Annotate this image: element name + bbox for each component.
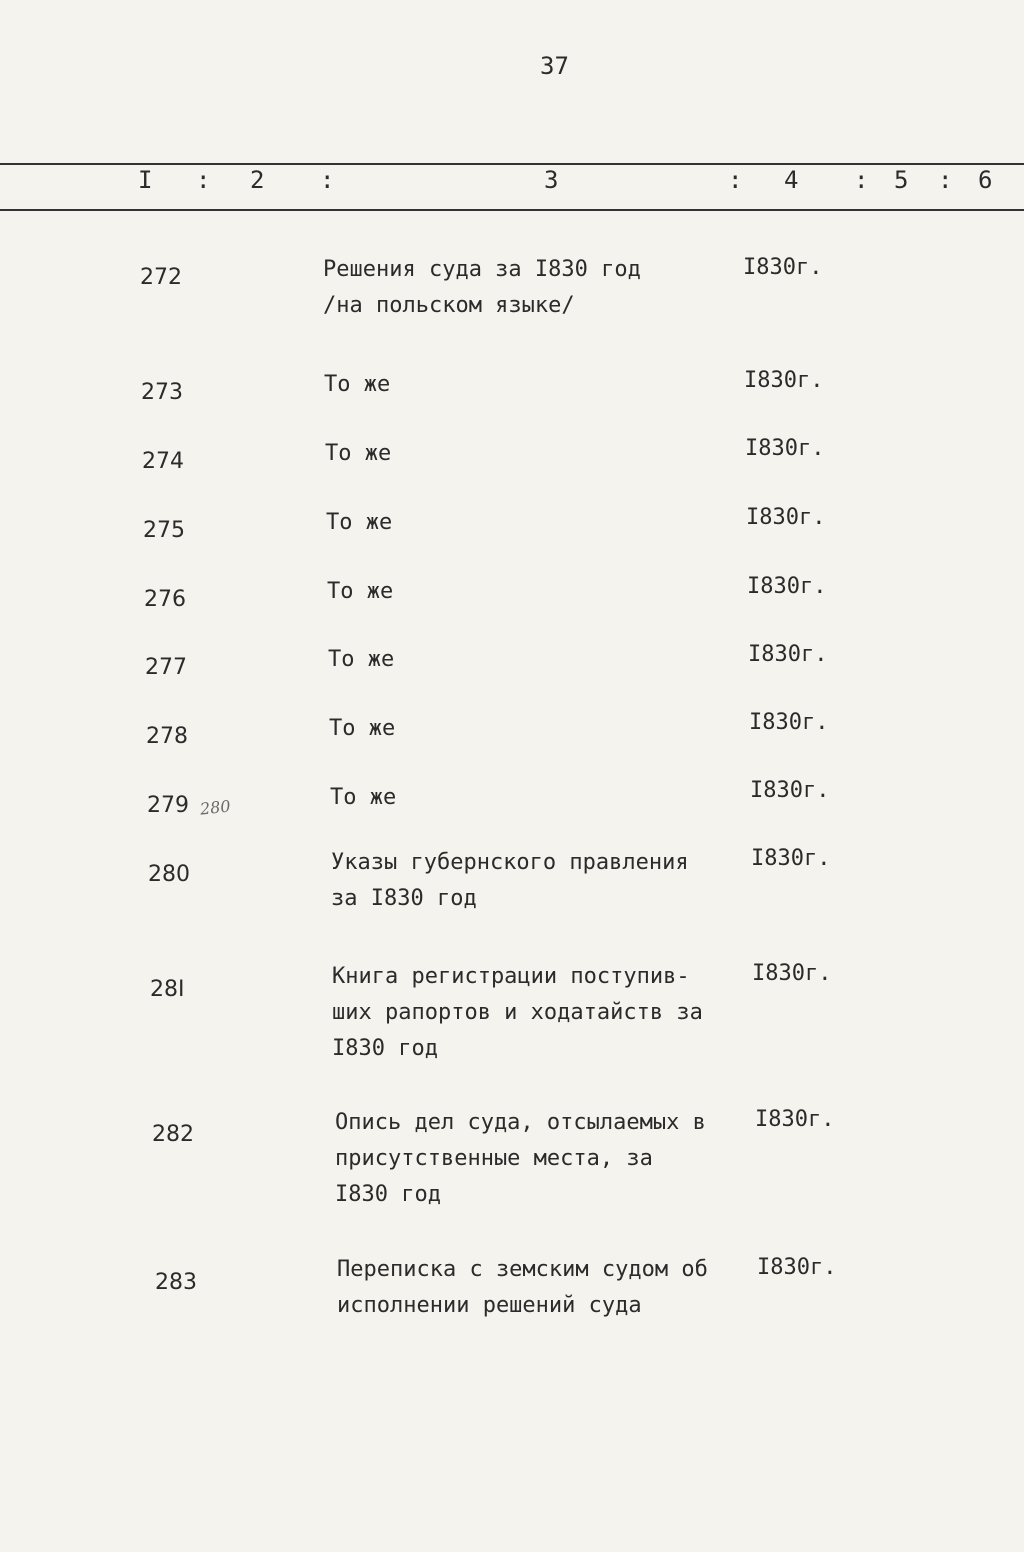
entry-number: 272 — [140, 265, 182, 290]
entry-title: Переписка с земским судом об исполнении решений суда — [337, 1257, 708, 1318]
header-rule-bottom — [0, 209, 1024, 211]
entry-number: 283 — [155, 1270, 197, 1295]
column-5-header: 5 — [894, 166, 909, 194]
entry-number: 273 — [141, 380, 183, 405]
entry-year: I830г. — [751, 846, 831, 871]
entry-number: 280 — [148, 862, 190, 887]
entry-number: 282 — [152, 1122, 194, 1147]
entry-year: I830г. — [745, 436, 825, 461]
entry-year: I830г. — [752, 961, 832, 986]
entry-title: Книга регистрации поступив- ших рапортов и ходатайств за I830 год — [332, 964, 703, 1061]
entry-number: 28I — [150, 977, 185, 1002]
entry-number: 278 — [146, 724, 188, 749]
entry-number: 279 — [147, 793, 189, 818]
entry-title: То же — [326, 510, 393, 535]
column-separator: : — [728, 166, 743, 194]
entry-title: То же — [325, 441, 392, 466]
entry-year: I830г. — [750, 778, 830, 803]
entry-title: То же — [330, 785, 397, 810]
header-rule-top — [0, 163, 1024, 165]
entry-year: I830г. — [755, 1107, 835, 1132]
column-6-header: 6 — [978, 166, 993, 194]
handwritten-note: 280 — [199, 796, 232, 819]
entry-title: Указы губернского правления за I830 год — [331, 850, 689, 911]
column-separator: : — [854, 166, 869, 194]
entry-title: То же — [324, 372, 391, 397]
column-separator: : — [320, 166, 335, 194]
entry-title: То же — [327, 579, 394, 604]
entry-title: Решения суда за I830 год /на польском языке/ — [323, 257, 641, 318]
column-separator: : — [196, 166, 211, 194]
column-separator: : — [938, 166, 953, 194]
entry-number: 277 — [145, 655, 187, 680]
entry-year: I830г. — [757, 1255, 837, 1280]
entry-title: То же — [329, 716, 396, 741]
entry-year: I830г. — [749, 710, 829, 735]
page-number: 37 — [540, 52, 569, 80]
entry-year: I830г. — [744, 368, 824, 393]
entry-number: 276 — [144, 587, 186, 612]
entry-year: I830г. — [746, 505, 826, 530]
column-2-header: 2 — [250, 166, 265, 194]
entry-number: 274 — [142, 449, 184, 474]
entry-title: Опись дел суда, отсылаемых в присутственные места, за I830 год — [335, 1110, 706, 1207]
column-4-header: 4 — [784, 166, 799, 194]
entry-number: 275 — [143, 518, 185, 543]
entry-year: I830г. — [743, 255, 823, 280]
column-1-header: I — [138, 166, 153, 194]
entry-title: То же — [328, 647, 395, 672]
entry-year: I830г. — [747, 574, 827, 599]
entry-year: I830г. — [748, 642, 828, 667]
column-3-header: 3 — [544, 166, 559, 194]
